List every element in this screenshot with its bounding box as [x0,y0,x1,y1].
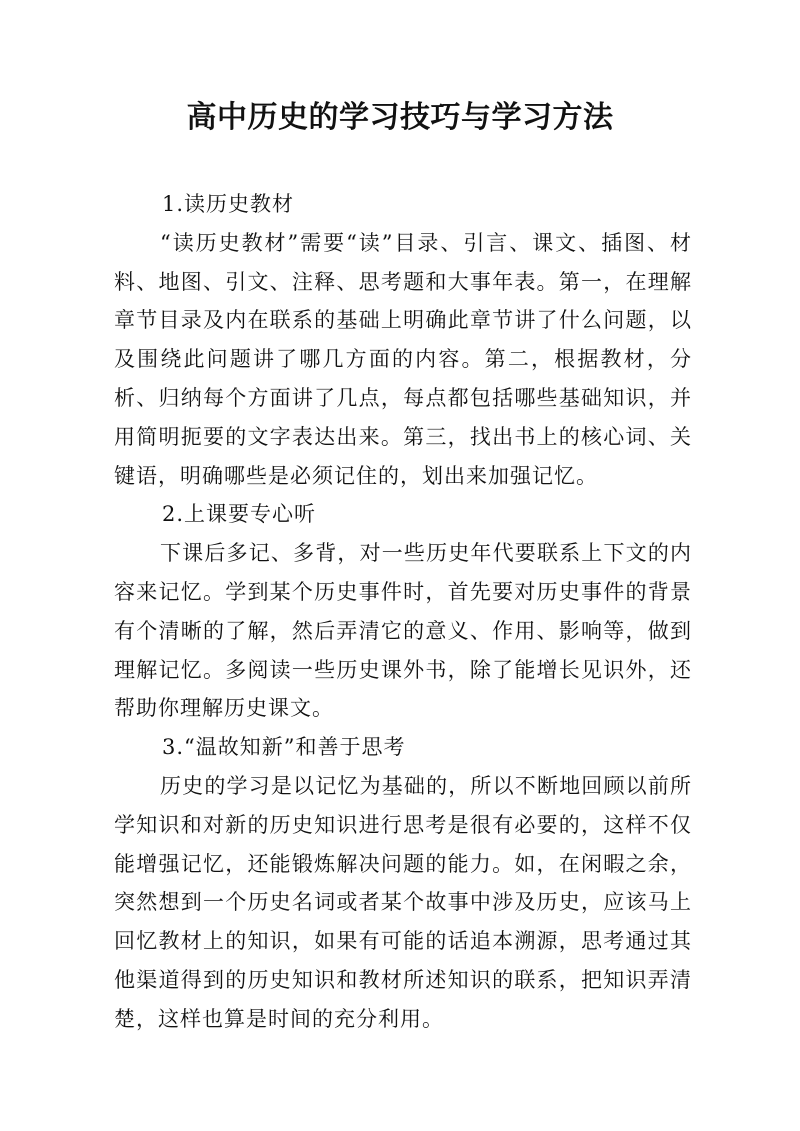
section-heading-reading-textbook: 1.读历史教材 [162,192,295,216]
section-paragraph-review-and-think: 历史的学习是以记忆为基础的，所以不断地回顾以前所学知识和对新的历史知识进行思考是很有必要的，这样不仅能增强记忆，还能锻炼解决问题的能力。如，在闲暇之余，突然想到一个历史名词或者某个故事中涉及历史，应该马上回忆教材上的知识，如果有可能的话追本溯源，思考通过其他渠道得到的历史知识和教材所述知识的联系，把知识弄清楚，这样也算是时间的充分利用。 [114,773,692,1031]
section-heading-review-and-think: 3.“温故知新”和善于思考 [162,735,406,760]
section-heading-listen-in-class: 2.上课要专心听 [162,502,317,527]
page-title: 高中历史的学习技巧与学习方法 [186,100,614,135]
section-paragraph-reading-textbook: “读历史教材”需要“读”目录、引言、课文、插图、材料、地图、引文、注释、思考题和大事年表。第一，在理解章节目录及内在联系的基础上明确此章节讲了什么问题，以及围绕此问题讲了哪几方面的内容。第二，根据教材，分析、归纳每个方面讲了几点，每点都包括哪些基础知识，并用简明扼要的文字表达出来。第三，找出书上的核心词、关键语，明确哪些是必须记住的，划出来加强记忆。 [114,230,692,488]
section-paragraph-listen-in-class: 下课后多记、多背，对一些历史年代要联系上下文的内容来记忆。学到某个历史事件时，首先要对历史事件的背景有个清晰的了解，然后弄清它的意义、作用、影响等，做到理解记忆。多阅读一些历史课外书，除了能增长见识外，还帮助你理解历史课文。 [114,541,692,721]
document-body [114,185,692,1039]
